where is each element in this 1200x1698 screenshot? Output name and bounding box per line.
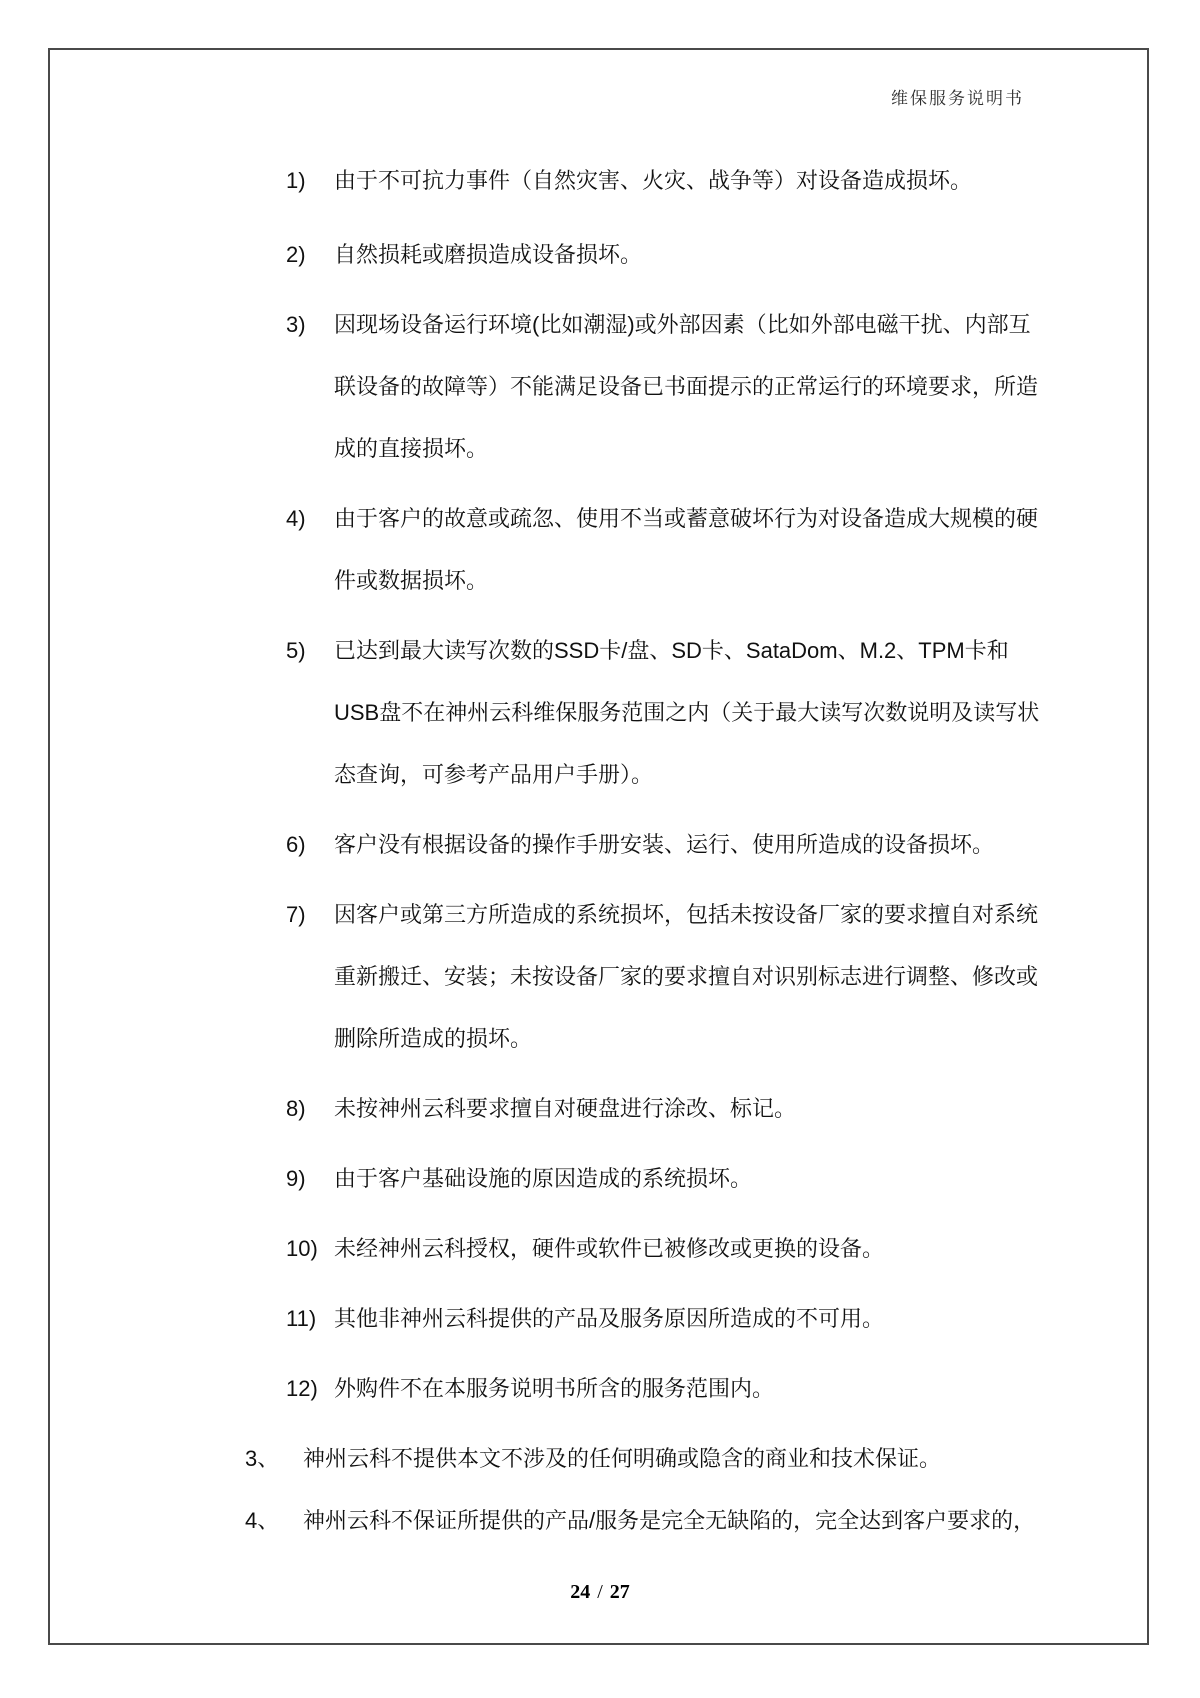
list-item-line: 外购件不在本服务说明书所含的服务范围内。 bbox=[334, 1376, 775, 1401]
list-item-line: 成的直接损坏。 bbox=[334, 436, 489, 461]
list-item-line: 已达到最大读写次数的SSD卡/盘、SD卡、SataDom、M.2、TPM卡和 bbox=[334, 638, 1009, 663]
list-item-number: 1) bbox=[286, 168, 306, 193]
page-footer bbox=[0, 1580, 1200, 1604]
list-item bbox=[0, 1148, 1200, 1210]
list-item-line: 神州云科不提供本文不涉及的任何明确或隐含的商业和技术保证。 bbox=[303, 1446, 942, 1471]
list-item-number: 11) bbox=[286, 1306, 317, 1331]
page-number-current: 24 bbox=[570, 1581, 591, 1603]
list-item-number: 5) bbox=[286, 638, 306, 663]
list-item bbox=[0, 814, 1200, 876]
list-item-line: 由于不可抗力事件（自然灾害、火灾、战争等）对设备造成损坏。 bbox=[334, 168, 973, 193]
list-item-number: 3) bbox=[286, 312, 306, 337]
list-item-line: 因客户或第三方所造成的系统损坏，包括未按设备厂家的要求擅自对系统 bbox=[334, 902, 1039, 927]
list-item-line: 未经神州云科授权，硬件或软件已被修改或更换的设备。 bbox=[334, 1236, 885, 1261]
list-item-line: 联设备的故障等）不能满足设备已书面提示的正常运行的环境要求，所造 bbox=[334, 374, 1039, 399]
list-item-line: 态查询，可参考产品用户手册）。 bbox=[334, 762, 654, 787]
list-item-number: 2) bbox=[286, 242, 306, 267]
list-item bbox=[0, 150, 1200, 212]
list-item bbox=[0, 620, 1200, 806]
list-item-number: 12) bbox=[286, 1376, 318, 1401]
list-item-line: 由于客户的故意或疏忽、使用不当或蓄意破坏行为对设备造成大规模的硬 bbox=[334, 506, 1039, 531]
page-header bbox=[0, 84, 1024, 109]
list-item-line: 其他非神州云科提供的产品及服务原因所造成的不可用。 bbox=[334, 1306, 885, 1331]
list-item-line: 自然损耗或磨损造成设备损坏。 bbox=[334, 242, 643, 267]
list-item bbox=[0, 488, 1200, 612]
page-number-total: 27 bbox=[609, 1581, 630, 1603]
document-content bbox=[0, 150, 1200, 1560]
list-item-number: 8) bbox=[286, 1096, 306, 1121]
list-item bbox=[0, 1078, 1200, 1140]
list-item-line: 件或数据损坏。 bbox=[334, 568, 489, 593]
list-item bbox=[0, 1490, 1200, 1552]
list-item-number: 4、 bbox=[245, 1508, 280, 1533]
list-item bbox=[0, 884, 1200, 1070]
list-item-number: 4) bbox=[286, 506, 306, 531]
list-item-number: 10) bbox=[286, 1236, 318, 1261]
list-item bbox=[0, 224, 1200, 286]
list-item-number: 6) bbox=[286, 832, 306, 857]
list-item bbox=[0, 1288, 1200, 1350]
page-header-title: 维保服务说明书 bbox=[891, 89, 1024, 108]
list-item bbox=[0, 1218, 1200, 1280]
list-item-line: 未按神州云科要求擅自对硬盘进行涂改、标记。 bbox=[334, 1096, 797, 1121]
list-item-line: USB盘不在神州云科维保服务范围之内（关于最大读写次数说明及读写状 bbox=[334, 700, 1040, 725]
list-item-line: 客户没有根据设备的操作手册安装、运行、使用所造成的设备损坏。 bbox=[334, 832, 995, 857]
list-item bbox=[0, 1358, 1200, 1420]
list-item bbox=[0, 294, 1200, 480]
list-item-number: 7) bbox=[286, 902, 306, 927]
list-item-line: 由于客户基础设施的原因造成的系统损坏。 bbox=[334, 1166, 753, 1191]
page-number-separator: / bbox=[597, 1581, 603, 1603]
list-item-line: 重新搬迁、安装；未按设备厂家的要求擅自对识别标志进行调整、修改或 bbox=[334, 964, 1039, 989]
list-item-line: 删除所造成的损坏。 bbox=[334, 1026, 533, 1051]
list-item-line: 因现场设备运行环境(比如潮湿)或外部因素（比如外部电磁干扰、内部互 bbox=[334, 312, 1031, 337]
list-item-line: 神州云科不保证所提供的产品/服务是完全无缺陷的，完全达到客户要求的， bbox=[303, 1508, 1036, 1533]
list-item-number: 3、 bbox=[245, 1446, 280, 1471]
list-item bbox=[0, 1428, 1200, 1490]
list-item-number: 9) bbox=[286, 1166, 306, 1191]
